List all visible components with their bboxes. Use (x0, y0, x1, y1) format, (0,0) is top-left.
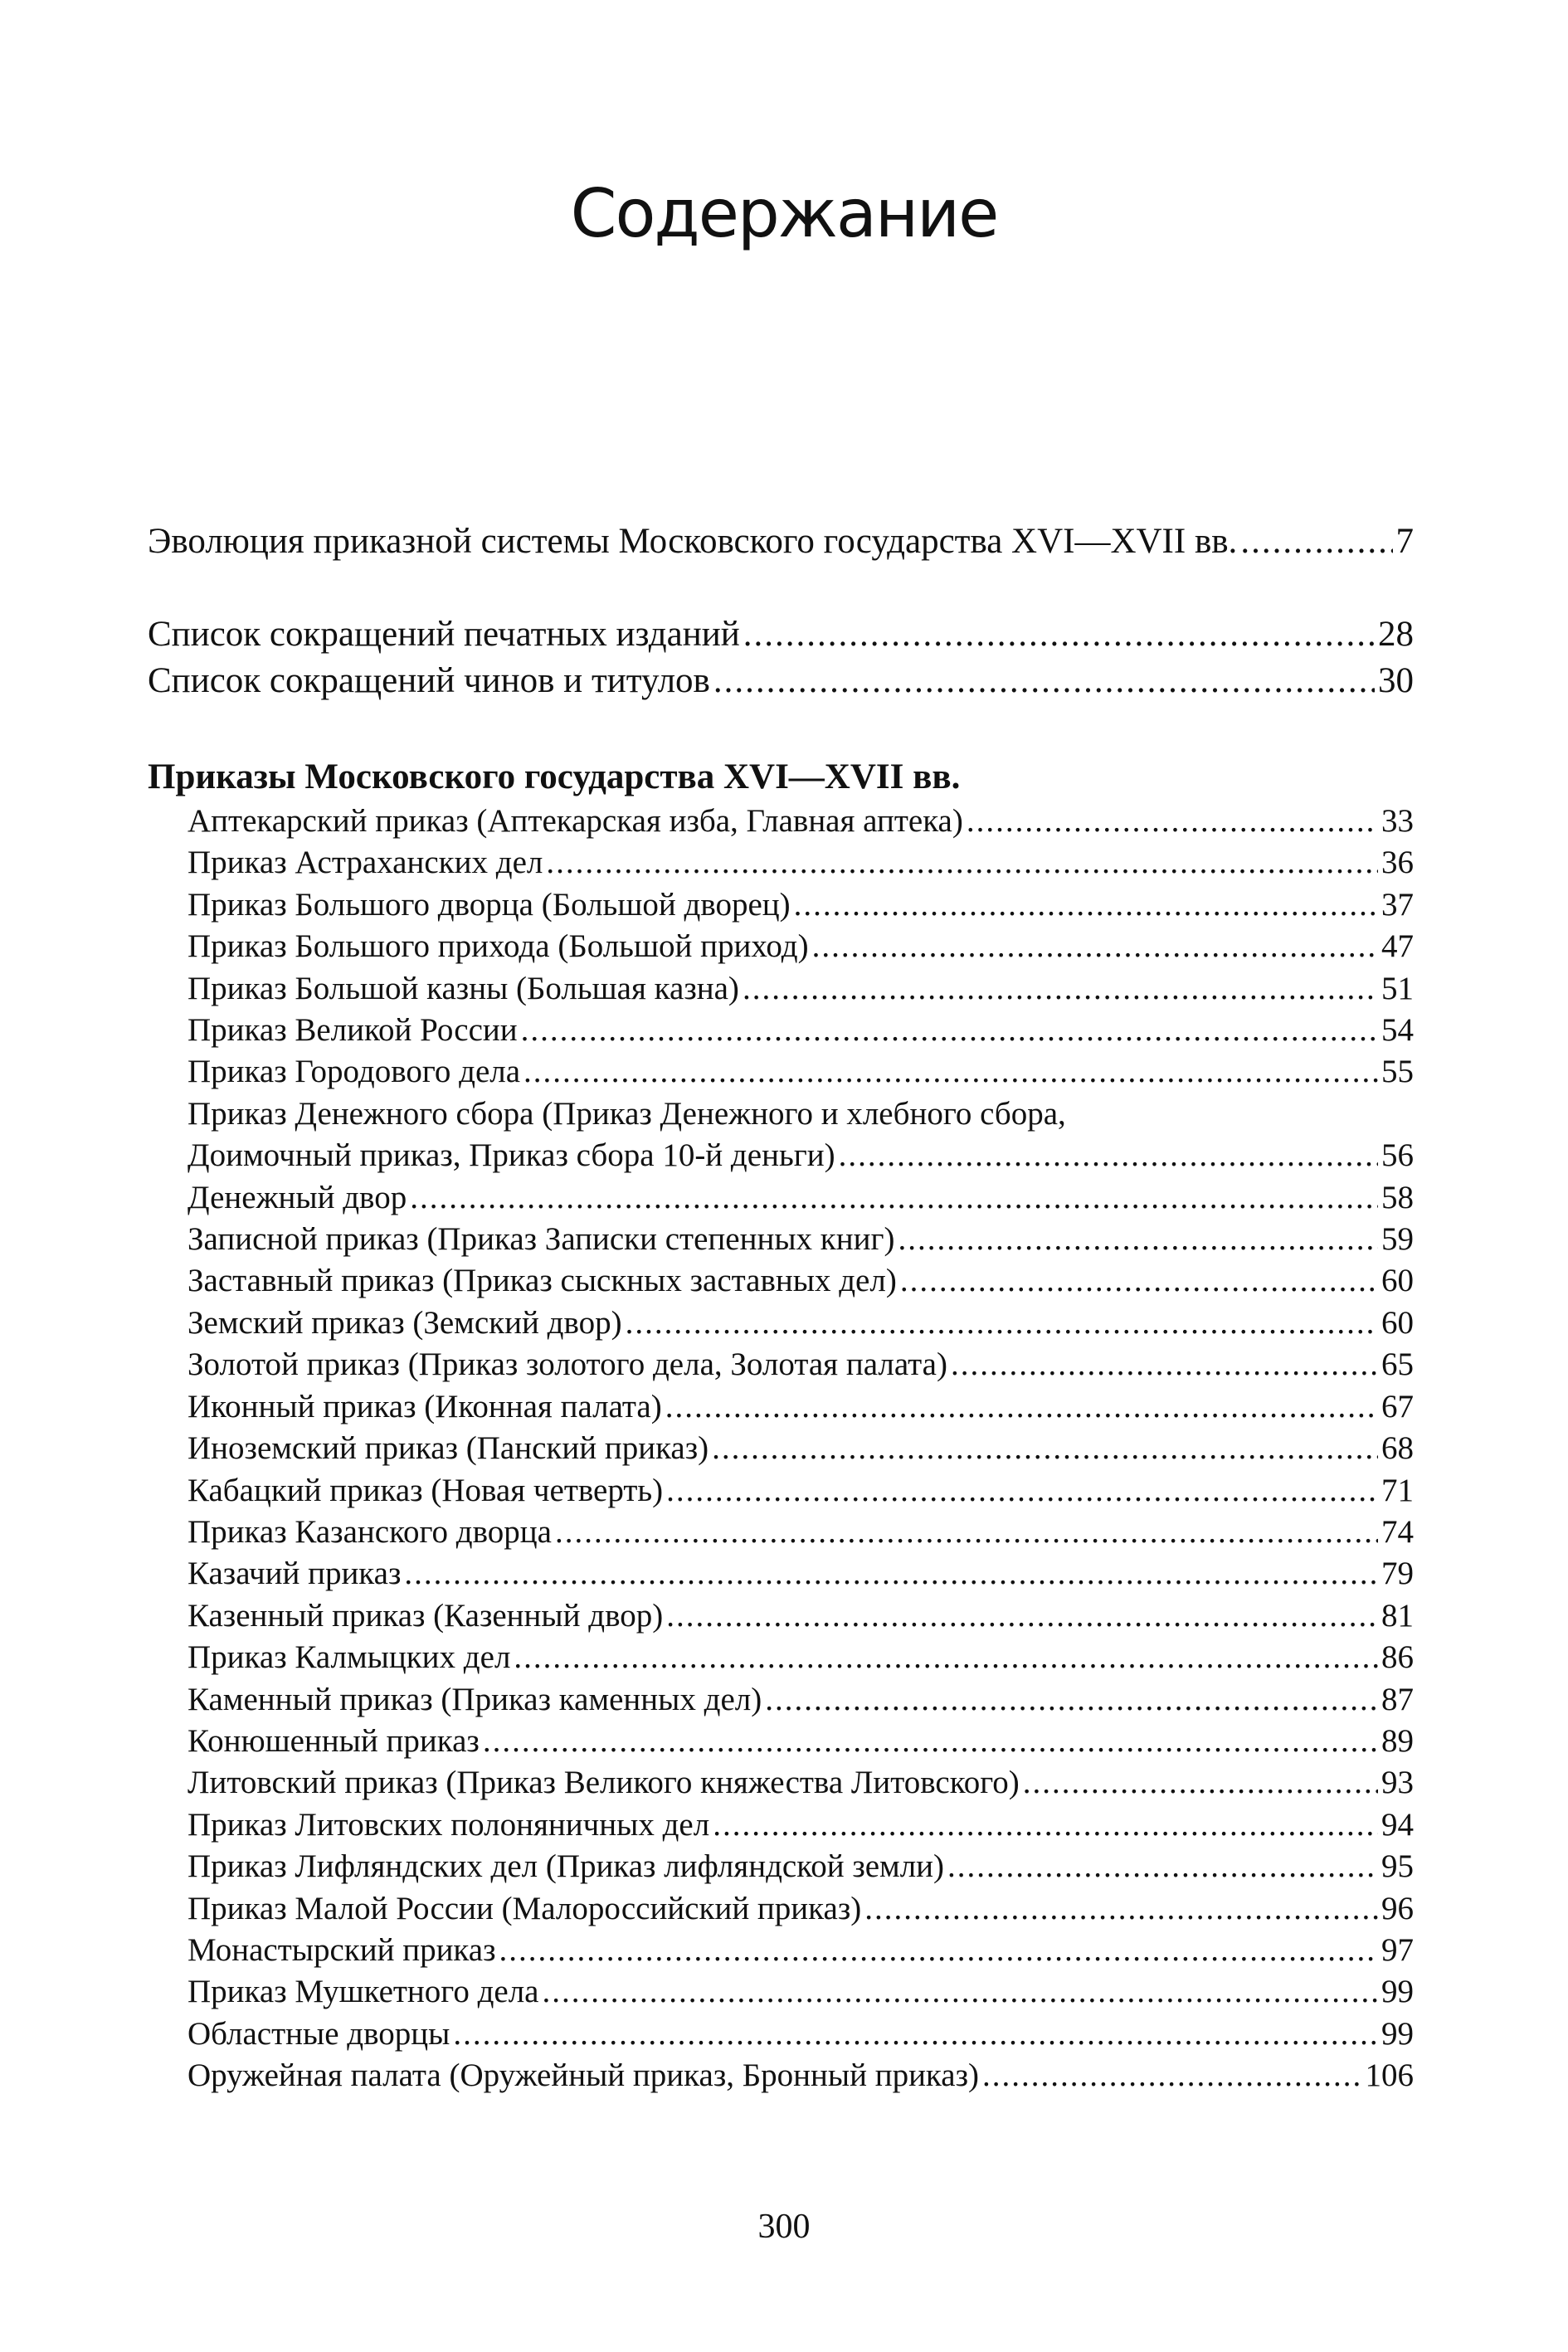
toc-entry-page: 71 (1381, 1472, 1414, 1508)
toc-entry-label: Список сокращений чинов и титулов (148, 661, 710, 700)
toc-entry-page: 94 (1381, 1806, 1414, 1843)
toc-entry-page: 67 (1381, 1388, 1414, 1424)
toc-entry-page: 96 (1381, 1890, 1414, 1926)
toc-entry-page: 60 (1381, 1263, 1414, 1299)
toc-subentry[interactable] (148, 1177, 1414, 1219)
toc-entry-label: Доимочный приказ, Приказ сбора 10-й деньги) (187, 1137, 835, 1174)
section-entries (148, 801, 1414, 2097)
dot-leader (523, 1051, 1378, 1093)
dot-leader (712, 1428, 1378, 1469)
page-number: 300 (757, 2208, 811, 2246)
toc-entry-page: 55 (1381, 1054, 1414, 1090)
dot-leader (1240, 519, 1392, 565)
toc-subentry[interactable] (148, 1762, 1414, 1804)
toc-entry-page: 37 (1381, 886, 1414, 923)
toc-entry-page: 60 (1381, 1304, 1414, 1341)
toc-entry-label: Записной приказ (Приказ Записки степенных книг) (187, 1221, 895, 1258)
dot-leader (812, 926, 1378, 967)
spacer (148, 565, 1414, 611)
toc-entry-label: Заставный приказ (Приказ сыскных заставных дел) (187, 1263, 897, 1299)
toc-entry-page: 59 (1381, 1221, 1414, 1258)
toc-subentry[interactable] (148, 926, 1414, 967)
toc-subentry[interactable] (148, 1553, 1414, 1595)
toc-entry-label: Кабацкий приказ (Новая четверть) (187, 1472, 664, 1508)
toc-subentry[interactable] (148, 1135, 1414, 1176)
dot-leader (839, 1135, 1378, 1176)
toc-subentry[interactable] (148, 1971, 1414, 2013)
toc-entry-page: 79 (1381, 1556, 1414, 1592)
toc-entry-label: Приказ Большой казны (Большая казна) (187, 970, 739, 1006)
toc-subentry[interactable] (148, 1260, 1414, 1302)
toc-entry-label: Земский приказ (Земский двор) (187, 1304, 622, 1341)
toc-entry-label: Приказ Великой России (187, 1012, 518, 1049)
toc-entry-label: Оружейная палата (Оружейный приказ, Бронный приказ) (187, 2057, 979, 2094)
toc-entry-label: Конюшенный приказ (187, 1722, 480, 1759)
dot-leader (794, 884, 1378, 926)
toc-entry-page: 93 (1381, 1765, 1414, 1801)
dot-leader (626, 1303, 1378, 1344)
dot-leader (864, 1888, 1378, 1930)
toc-entry-label: Приказ Мушкетного дела (187, 1974, 539, 2010)
dot-leader (743, 611, 1375, 658)
dot-leader (555, 1512, 1378, 1553)
toc-subentry[interactable] (148, 1595, 1414, 1637)
toc-entry-page: 7 (1395, 522, 1414, 561)
toc-entry-page: 54 (1381, 1012, 1414, 1049)
toc-entry-page: 51 (1381, 970, 1414, 1006)
toc-entry-label: Приказ Городового дела (187, 1054, 521, 1090)
dot-leader (483, 1721, 1378, 1762)
dot-leader (951, 1344, 1378, 1385)
toc-entry-label: Иноземский приказ (Панский приказ) (187, 1430, 709, 1467)
toc-entry-page: 97 (1381, 1931, 1414, 1968)
toc-entry-label: Список сокращений печатных изданий (148, 615, 740, 654)
toc-entry-page: 81 (1381, 1597, 1414, 1634)
dot-leader (521, 1010, 1378, 1051)
dot-leader (666, 1595, 1378, 1637)
toc-entry-label: Приказ Астраханских дел (187, 845, 543, 881)
toc-subentry[interactable] (148, 1721, 1414, 1762)
toc-subentry[interactable] (148, 2014, 1414, 2055)
dot-leader (410, 1177, 1378, 1219)
toc-entry-page: 99 (1381, 1974, 1414, 2010)
dot-leader (713, 1804, 1378, 1846)
spacer (148, 704, 1414, 754)
toc-entry-page: 58 (1381, 1179, 1414, 1215)
toc-subentry[interactable] (148, 884, 1414, 926)
toc-subentry[interactable] (148, 1512, 1414, 1553)
toc-subentry[interactable] (148, 1386, 1414, 1428)
toc-subentry[interactable] (148, 1303, 1414, 1344)
toc-entry-label: Приказ Малой России (Малороссийский приказ) (187, 1890, 862, 1926)
page-title: Содержание (570, 175, 998, 252)
dot-leader (982, 2055, 1362, 2096)
dot-leader (543, 1971, 1379, 2013)
toc-entry-label: Приказ Казанского дворца (187, 1513, 552, 1550)
toc-entry-label: Приказ Лифляндских дел (Приказ лифляндской земли) (187, 1848, 945, 1885)
toc-subentry[interactable] (148, 1679, 1414, 1721)
toc-subentry[interactable] (148, 842, 1414, 884)
dot-leader (898, 1219, 1378, 1260)
toc-entry-label: Казенный приказ (Казенный двор) (187, 1597, 664, 1634)
toc-subentry[interactable] (148, 1470, 1414, 1512)
dot-leader (765, 1679, 1378, 1721)
dot-leader (743, 968, 1378, 1010)
dot-leader (499, 1930, 1378, 1971)
toc-entry[interactable] (148, 658, 1414, 704)
dot-leader (713, 658, 1375, 704)
toc-entry-label: Литовский приказ (Приказ Великого княжества Литовского) (187, 1765, 1020, 1801)
toc-entry-page: 74 (1381, 1513, 1414, 1550)
toc-subentry[interactable] (148, 1010, 1414, 1051)
toc-entry-page: 87 (1381, 1681, 1414, 1717)
toc-entry[interactable] (148, 611, 1414, 658)
toc-entry-label: Монастырский приказ (187, 1931, 496, 1968)
toc-entry-label: Казачий приказ (187, 1556, 402, 1592)
table-of-contents (148, 519, 1414, 2097)
toc-entry-label: Приказ Большого дворца (Большой дворец) (187, 886, 791, 923)
toc-subentry[interactable] (148, 801, 1414, 842)
dot-leader (514, 1637, 1378, 1678)
dot-leader (665, 1386, 1378, 1428)
toc-entry-page: 89 (1381, 1722, 1414, 1759)
toc-subentry[interactable] (148, 1219, 1414, 1260)
toc-entry-label: Приказ Большого прихода (Большой приход) (187, 928, 809, 965)
toc-subentry[interactable] (148, 1930, 1414, 1971)
toc-entry-label: Каменный приказ (Приказ каменных дел) (187, 1681, 762, 1717)
toc-subentry[interactable] (148, 1804, 1414, 1846)
toc-entry-page: 95 (1381, 1848, 1414, 1885)
toc-entry-label: Областные дворцы (187, 2015, 450, 2052)
dot-leader (666, 1470, 1378, 1512)
dot-leader (453, 2014, 1378, 2055)
toc-entry-label: Иконный приказ (Иконная палата) (187, 1388, 662, 1424)
dot-leader (967, 801, 1378, 842)
toc-entry-label: Приказ Литовских полоняничных дел (187, 1806, 710, 1843)
section-heading[interactable]: Приказы Московского государства XVI—XVII вв. (148, 757, 961, 796)
toc-subentry[interactable] (148, 1846, 1414, 1887)
dot-leader (404, 1553, 1378, 1595)
toc-subentry[interactable] (148, 2055, 1414, 2096)
toc-entry-page: 65 (1381, 1346, 1414, 1383)
toc-entry-page: 47 (1381, 928, 1414, 965)
toc-entry-page: 28 (1378, 615, 1414, 654)
toc-entry-page: 56 (1381, 1137, 1414, 1174)
toc-entry-label: Приказ Калмыцких дел (187, 1639, 511, 1676)
toc-entry-label: Эволюция приказной системы Московского государства XVI—XVII вв. (148, 522, 1238, 561)
toc-subentry[interactable] (148, 1051, 1414, 1093)
toc-entry-page: 36 (1381, 845, 1414, 881)
dot-leader (900, 1260, 1378, 1302)
toc-subentry[interactable] (148, 968, 1414, 1010)
toc-entry[interactable] (148, 519, 1414, 565)
toc-subentry[interactable] (148, 1428, 1414, 1469)
dot-leader (1023, 1762, 1378, 1804)
toc-entry-page: 68 (1381, 1430, 1414, 1467)
toc-entry-label: Аптекарский приказ (Аптекарская изба, Главная аптека) (187, 803, 963, 839)
toc-entry-page: 86 (1381, 1639, 1414, 1676)
toc-entry-page: 106 (1365, 2057, 1414, 2094)
toc-entry-page: 30 (1378, 661, 1414, 700)
toc-subentry[interactable] (148, 1637, 1414, 1678)
toc-subentry[interactable] (148, 1344, 1414, 1385)
toc-entry-page: 33 (1381, 803, 1414, 839)
toc-entry-page: 99 (1381, 2015, 1414, 2052)
toc-entry-label: Золотой приказ (Приказ золотого дела, Золотая палата) (187, 1346, 947, 1383)
dot-leader (947, 1846, 1378, 1887)
toc-subentry-first-line[interactable]: Приказ Денежного сбора (Приказ Денежного и хлебного сбора, (187, 1095, 1066, 1132)
toc-entry-label: Денежный двор (187, 1179, 407, 1215)
dot-leader (546, 842, 1378, 884)
toc-subentry[interactable] (148, 1888, 1414, 1930)
